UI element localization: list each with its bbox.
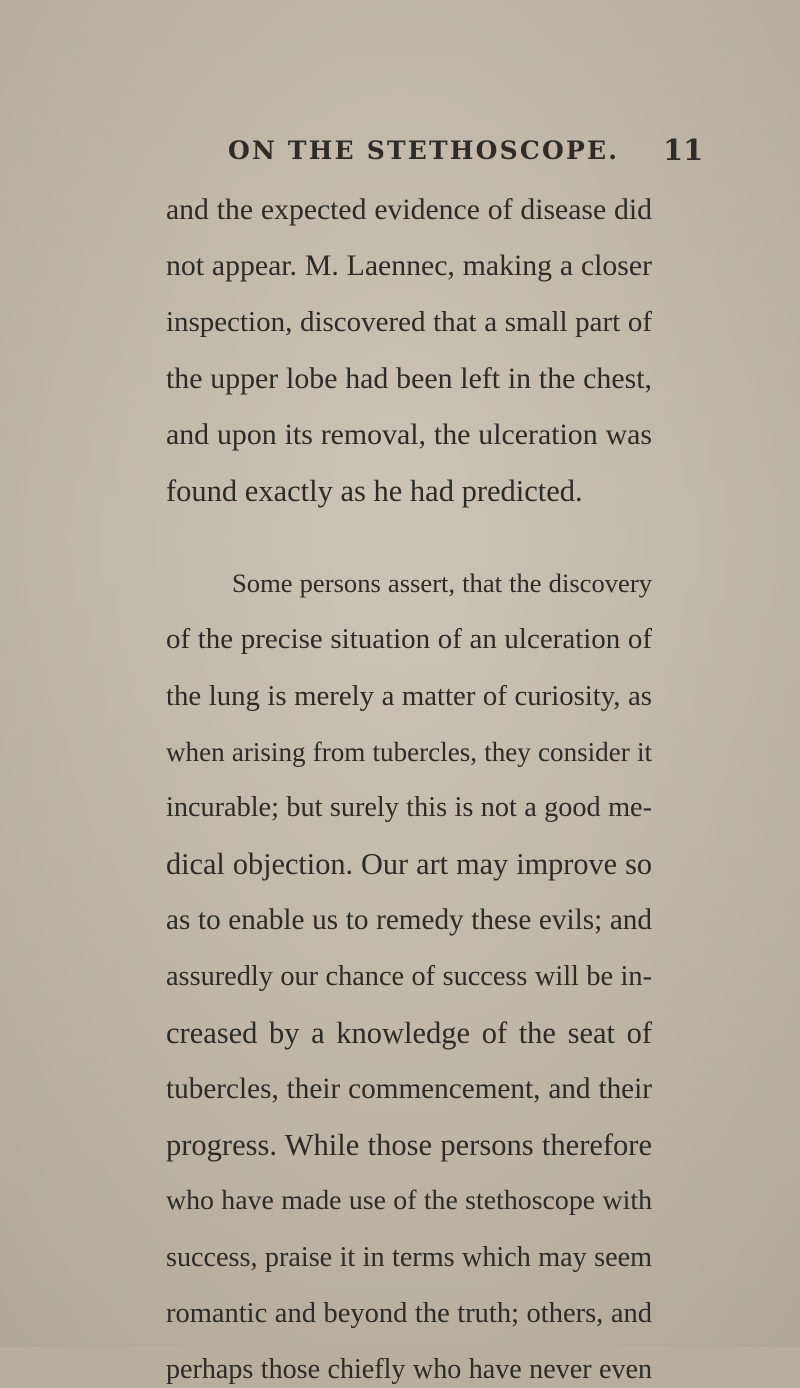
text-line: romantic and beyond the truth; others, and	[166, 1298, 652, 1329]
text-line: who have made use of the stethoscope with	[166, 1185, 652, 1216]
text-line: the lung is merely a matter of curiosity, as	[166, 680, 652, 712]
text-line: creased by a knowledge of the seat of	[166, 1016, 652, 1050]
text-line: as to enable us to remedy these evils; and	[166, 904, 652, 936]
text-line: tubercles, their commencement, and their	[166, 1073, 652, 1105]
page-number: 11	[663, 133, 704, 167]
text-line: progress. While those persons therefore	[166, 1128, 652, 1162]
running-title: ON THE STETHOSCOPE.	[228, 136, 620, 165]
text-line: perhaps those chiefly who have never even	[166, 1354, 652, 1385]
text-line: inspection, discovered that a small part of	[166, 306, 652, 338]
text-line: Some persons assert, that the discovery	[232, 568, 652, 598]
text-line: and upon its removal, the ulceration was	[166, 418, 652, 451]
text-line: not appear. M. Laennec, making a closer	[166, 249, 652, 282]
running-head	[0, 133, 800, 176]
text-line: dical objection. Our art may improve so	[166, 847, 652, 881]
text-line: and the expected evidence of disease did	[166, 194, 652, 226]
text-line: when arising from tubercles, they consider it	[166, 737, 652, 767]
text-line: of the precise situation of an ulceration of	[166, 623, 652, 655]
text-line: found exactly as he had predicted.	[166, 474, 583, 508]
text-line: the upper lobe had been left in the chest,	[166, 362, 652, 395]
text-line: success, praise it in terms which may seem	[166, 1242, 652, 1273]
text-line: assuredly our chance of success will be in-	[166, 961, 652, 992]
text-line: incurable; but surely this is not a good me-	[166, 792, 652, 823]
